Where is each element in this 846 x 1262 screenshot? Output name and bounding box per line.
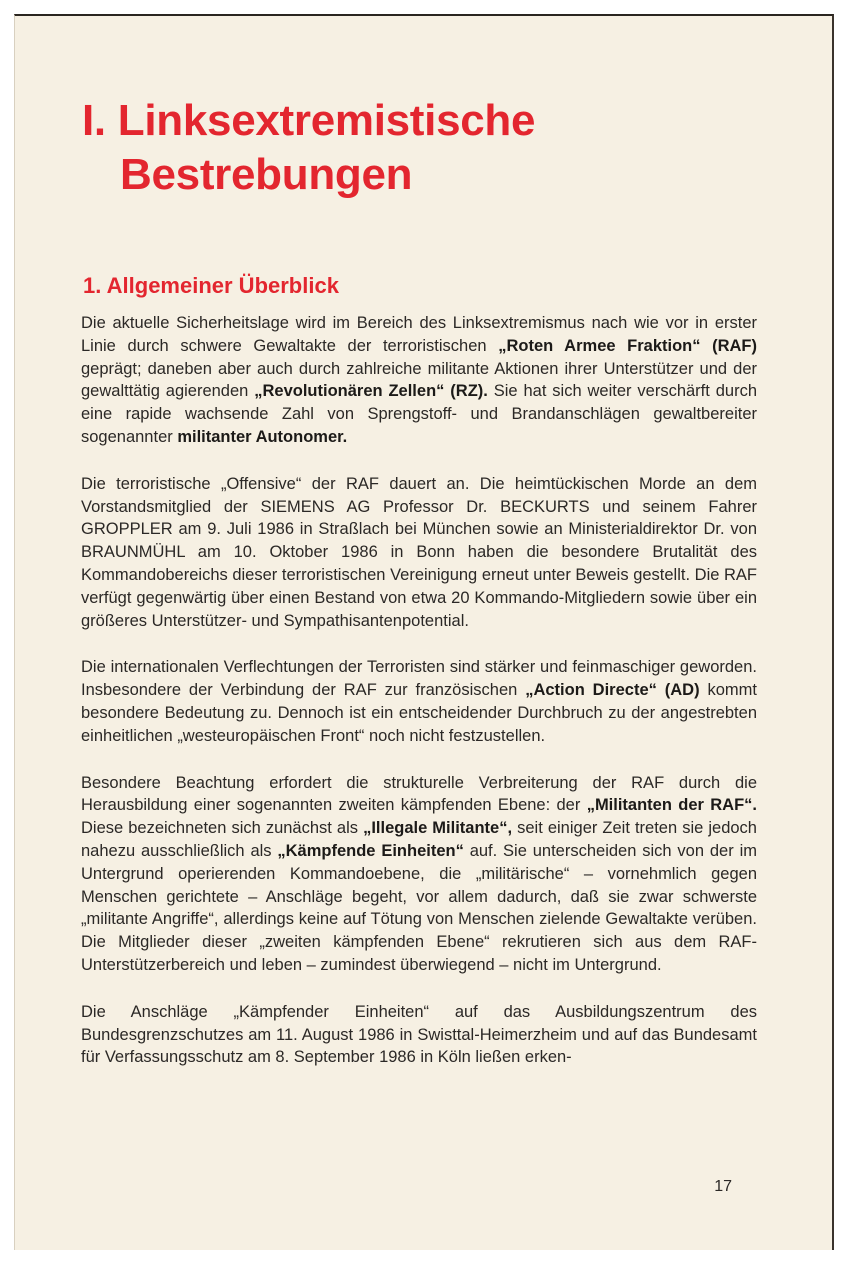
p3-text-2: kommt besondere Bedeutung zu. Dennoch ist ein entscheidender Durchbruch zu der angestrebten einheitlichen „westeuropäischen Front“ noch nicht festzustellen. (81, 681, 758, 745)
p1-bold-rz: „Revolutionären Zellen“ (RZ). (254, 382, 488, 401)
p4-text-1: Besondere Beachtung erfordert die strukturelle Verbreiterung der RAF durch die Herausbildung einer sogenannten zweiten kämpfenden Ebene: der (81, 773, 757, 815)
paragraph-3 (81, 656, 757, 747)
p4-bold-illegale: „Illegale Militante“, (363, 819, 513, 838)
paragraph-5 (81, 1001, 757, 1069)
p1-bold-raf: „Roten Armee Fraktion“ (RAF) (498, 336, 757, 355)
page-number: 17 (714, 1178, 732, 1195)
p4-bold-militante: „Militanten der RAF“. (586, 796, 758, 815)
p3-text-1: Die internationalen Verflechtungen der Terroristen sind stärker und feinmaschiger geworden. Insbesondere der Verbindung der RAF zur französischen (81, 658, 757, 700)
p1-text-3: Sie hat sich weiter verschärft durch eine rapide wachsende Zahl von Sprengstoff- und Brandanschlägen gewaltbereiter sogenannter (81, 382, 758, 446)
p5-text-1: Die Anschläge „Kämpfender Einheiten“ auf das Ausbildungszentrum des Bundesgrenzschutzes am 11. August 1986 in Swisttal-Heimerzheim und auf das Bundesamt für Verfassungsschutz am 8. September 1986 in Köln ließen erken- (81, 1002, 757, 1067)
paragraph-4 (81, 772, 757, 977)
p4-text-3: seit einiger Zeit treten sie jedoch nahezu ausschließlich als (81, 819, 757, 860)
p4-text-2: Diese bezeichneten sich zunächst als (81, 819, 364, 838)
document-page (14, 14, 834, 1250)
chapter-title (82, 94, 535, 202)
p3-bold-ad: „Action Directe“ (AD) (525, 681, 700, 700)
p2-text-1: Die terroristische „Offensive“ der RAF dauert an. Die heimtückischen Morde an dem Vorstandsmitglied der SIEMENS AG Professor Dr. BECKURTS und seinem Fahrer GROPPLER am 9. Juli 1986 in Straßlach bei München sowie an Ministerialdirektor Dr. von BRAUNMÜHL am 10. Oktober 1986 in Bonn haben die besondere Brutalität des Kommandobereichs dieser terroristischen Vereinigung erneut unter Beweis gestellt. Die RAF verfügt gegenwärtig über einen Bestand von etwa 20 Kommando-Mitgliedern sowie über ein größeres Unterstützer- und Sympathisantenpotential. (81, 474, 757, 630)
p1-text-2: geprägt; daneben aber auch durch zahlreiche militante Aktionen ihrer Unterstützer und der gewalttätig agierenden (81, 359, 757, 401)
p4-text-4: auf. Sie unterscheiden sich von der im Untergrund operierenden Kommandoebene, die „militärische“ – vornehmlich gegen Menschen gerichtete – Anschläge begeht, vor allem dadurch, daß sie zwar schwerste „militante Angriffe“, allerdings keine auf Tötung von Menschen zielende Gewaltakte verüben. Die Mitglieder dieser „zweiten kämpfenden Ebene“ rekrutieren sich aus dem RAF-Unterstützerbereich und leben – zumindest überwiegend – nicht im Untergrund. (81, 841, 757, 974)
paragraph-2 (81, 473, 757, 633)
chapter-title-line-1: I. Linksextremistische (82, 96, 536, 145)
p1-text-1: Die aktuelle Sicherheitslage wird im Bereich des Linksextremismus nach wie vor in erster Linie durch schwere Gewaltakte der terroristischen (81, 314, 757, 355)
body-text (81, 312, 757, 1093)
chapter-title-line-2: Bestrebungen (120, 150, 413, 199)
p1-bold-autonome: militanter Autonomer. (177, 427, 348, 446)
paragraph-1 (81, 312, 757, 449)
section-heading: 1. Allgemeiner Überblick (83, 273, 339, 298)
p4-bold-einheiten: „Kämpfende Einheiten“ (277, 841, 464, 860)
